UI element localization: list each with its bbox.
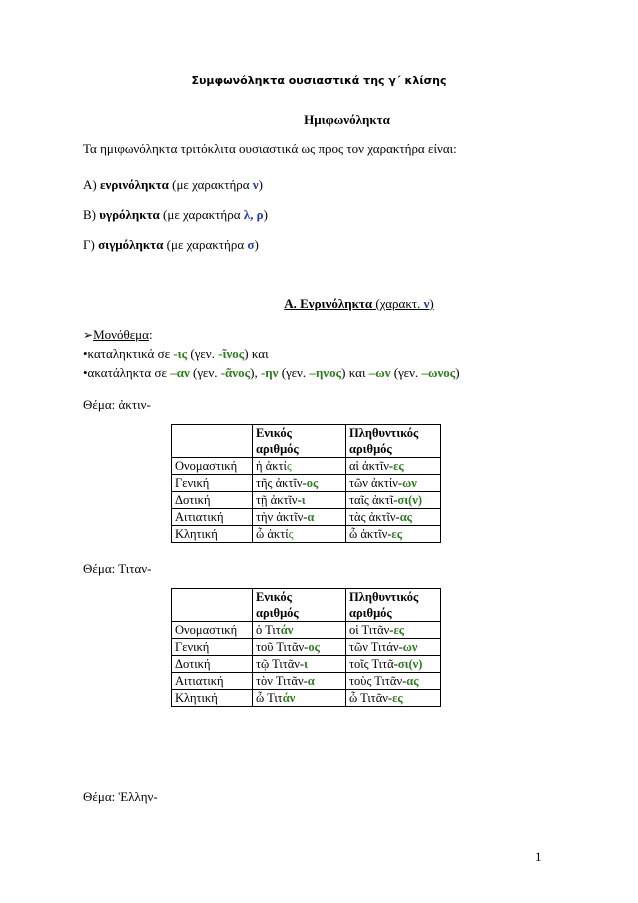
singular-form: [253, 509, 346, 526]
monothema-line: [83, 327, 153, 343]
header-text: Ενικός: [256, 590, 292, 604]
section-close: ): [429, 296, 434, 311]
stem: τοὺς Τιτᾶν-: [349, 674, 407, 688]
section-note: (χαρακτ.: [375, 296, 421, 311]
stem: ταῖς ἀκτῖ-: [349, 493, 398, 507]
rule-text: (γεν.: [193, 365, 218, 380]
ending: ας: [399, 510, 412, 524]
table-header-row: [172, 589, 441, 622]
plural-form: [346, 690, 441, 707]
category-paren-end: ): [254, 237, 259, 252]
ending: ες: [393, 459, 404, 473]
page-number: 1: [535, 849, 542, 864]
table-row: [172, 639, 441, 656]
rule-text: ): [455, 365, 460, 380]
category-letter: Α): [83, 177, 97, 192]
table-row: [172, 492, 441, 509]
table-row: [172, 509, 441, 526]
ending: σι(ν): [397, 493, 423, 507]
table-header-row: [172, 425, 441, 458]
category-letter: Γ): [83, 237, 95, 252]
singular-form: [253, 492, 346, 509]
case-name: Δοτική: [172, 492, 253, 509]
category-a: [83, 177, 263, 193]
stem: τῶν Τιτάν-: [349, 640, 403, 654]
singular-form: [253, 622, 346, 639]
stem: ὦ Τιτᾶν-: [349, 691, 393, 705]
stem: ὦ ἀκτί: [256, 527, 289, 541]
category-paren: (με χαρακτήρα: [166, 237, 245, 252]
stem: τοῦ Τιτᾶν-: [256, 640, 309, 654]
table-row: [172, 526, 441, 543]
ending: α: [307, 674, 315, 688]
rule-ending: –ηνος: [309, 365, 342, 380]
stem: τὸν Τιτᾶν-: [256, 674, 308, 688]
rule-ending: –ων: [368, 365, 391, 380]
category-paren-end: ): [263, 207, 268, 222]
category-b: [83, 207, 268, 223]
category-name: υγρόληκτα: [99, 207, 160, 222]
stem: τῇ ἀκτῖν-: [256, 493, 302, 507]
stem: οἱ Τιτᾶν-: [349, 623, 394, 637]
rule-text: •καταληκτικά σε: [83, 346, 171, 361]
monothema-label: Μονόθεμα: [93, 327, 149, 342]
case-name: Γενική: [172, 639, 253, 656]
case-name: Ονομαστική: [172, 458, 253, 475]
theme-1: Θέμα: ἀκτιν-: [83, 397, 151, 412]
table-header-singular: [253, 589, 346, 622]
ending: ων: [402, 640, 418, 654]
stem: τὰς ἀκτῖν-: [349, 510, 400, 524]
category-char: ν: [252, 177, 259, 192]
ending: ες: [392, 691, 403, 705]
rule-text: (γεν.: [190, 346, 215, 361]
ending: ες: [391, 527, 403, 541]
table-row: [172, 673, 441, 690]
stem: ἡ ἀκτί: [256, 459, 287, 473]
arrow-bullet-icon: ➢: [83, 328, 94, 342]
stem: αἱ ἀκτῖν-: [349, 459, 394, 473]
category-paren-end: ): [258, 177, 264, 192]
monothema-colon: :: [148, 327, 153, 342]
header-text: Πληθυντικός: [349, 590, 419, 604]
plural-form: [346, 639, 441, 656]
category-name: σιγμόληκτα: [98, 237, 164, 252]
category-letter: Β): [83, 207, 96, 222]
stem: τῆς ἀκτῖν-: [256, 476, 307, 490]
header-text: αριθμός: [349, 442, 392, 456]
rule-ending: -ῖνος: [218, 346, 245, 361]
table-header-plural: [346, 425, 441, 458]
table-header-singular: [253, 425, 346, 458]
ending: ων: [402, 476, 417, 490]
table-header-empty: [172, 425, 253, 458]
rule-ending: -ις: [173, 346, 188, 361]
ending: άν: [282, 691, 296, 705]
rule-text: ) και: [244, 346, 269, 361]
ending: ος: [306, 476, 319, 490]
rule-ending: –αν: [170, 365, 190, 380]
ending: ς: [288, 527, 294, 541]
stem: ὦ ἀκτῖν-: [349, 527, 392, 541]
plural-form: [346, 458, 441, 475]
case-name: Γενική: [172, 475, 253, 492]
plural-form: [346, 656, 441, 673]
theme-3: Θέμα: Ἑλλην-: [83, 789, 158, 804]
singular-form: [253, 656, 346, 673]
category-paren: (με χαρακτήρα: [163, 207, 241, 222]
declension-table-2: [171, 588, 441, 707]
table-header-empty: [172, 589, 253, 622]
stem: ὁ Τιτ: [256, 623, 281, 637]
singular-form: [253, 639, 346, 656]
section-heading: [40, 296, 638, 312]
case-name: Αιτιατική: [172, 673, 253, 690]
rule-ending: -ᾶνος: [220, 365, 251, 380]
stem: ὦ Τιτ: [256, 691, 283, 705]
rule-text: (γεν.: [281, 365, 307, 380]
header-text: Ενικός: [256, 426, 292, 440]
rule-1: [83, 346, 269, 362]
case-name: Κλητική: [172, 526, 253, 543]
case-name: Ονομαστική: [172, 622, 253, 639]
singular-form: [253, 690, 346, 707]
singular-form: [253, 458, 346, 475]
category-c: [83, 237, 259, 253]
ending: ς: [286, 459, 292, 473]
rule-text: •ακατάληκτα σε: [83, 365, 167, 380]
rule-text: (γεν.: [393, 365, 419, 380]
theme-2: Θέμα: Τιταν-: [83, 561, 152, 576]
category-char: σ: [247, 237, 255, 252]
table-header-plural: [346, 589, 441, 622]
table-row: [172, 690, 441, 707]
page-subtitle: Ημιφωνόληκτα: [304, 112, 390, 127]
case-name: Δοτική: [172, 656, 253, 673]
ending: ι: [304, 657, 308, 671]
rule-ending: –ωνος: [421, 365, 456, 380]
category-name: ενρινόληκτα: [99, 177, 169, 192]
header-text: αριθμός: [349, 606, 392, 620]
ending: άν: [280, 623, 294, 637]
ending: ι: [301, 493, 306, 507]
rule-ending: -ην: [260, 365, 279, 380]
stem: τὴν ἀκτῖν-: [256, 510, 308, 524]
singular-form: [253, 673, 346, 690]
singular-form: [253, 526, 346, 543]
header-text: αριθμός: [256, 442, 299, 456]
stem: τῶν ἀκτίν-: [349, 476, 403, 490]
header-text: Πληθυντικός: [349, 426, 419, 440]
header-text: αριθμός: [256, 606, 299, 620]
table-row: [172, 458, 441, 475]
rule-2: [83, 365, 460, 381]
ending: σι(ν): [397, 657, 423, 671]
plural-form: [346, 492, 441, 509]
stem: τῷ Τιτᾶν-: [256, 657, 305, 671]
case-name: Αιτιατική: [172, 509, 253, 526]
ending: α: [307, 510, 315, 524]
table-row: [172, 475, 441, 492]
table-row: [172, 656, 441, 673]
category-paren: (με χαρακτήρα: [172, 177, 250, 192]
singular-form: [253, 475, 346, 492]
ending: ας: [406, 674, 419, 688]
case-name: Κλητική: [172, 690, 253, 707]
section-title: Α. Ενρινόληκτα: [284, 296, 373, 311]
page-title: Συμφωνόληκτα ουσιαστικά της γ΄ κλίσης: [191, 74, 447, 87]
rule-text: ),: [250, 365, 258, 380]
intro-text: Τα ημιφωνόληκτα τριτόκλιτα ουσιαστικά ως προς τον χαρακτήρα είναι:: [83, 141, 457, 156]
section-char: ν: [423, 296, 430, 311]
plural-form: [346, 622, 441, 639]
plural-form: [346, 673, 441, 690]
plural-form: [346, 475, 441, 492]
category-char: λ, ρ: [243, 207, 264, 222]
table-row: [172, 622, 441, 639]
ending: ος: [308, 640, 320, 654]
rule-text: ) και: [341, 365, 366, 380]
plural-form: [346, 526, 441, 543]
declension-table-1: [171, 424, 441, 543]
ending: ες: [393, 623, 405, 637]
plural-form: [346, 509, 441, 526]
stem: τοῖς Τιτᾶ-: [349, 657, 398, 671]
